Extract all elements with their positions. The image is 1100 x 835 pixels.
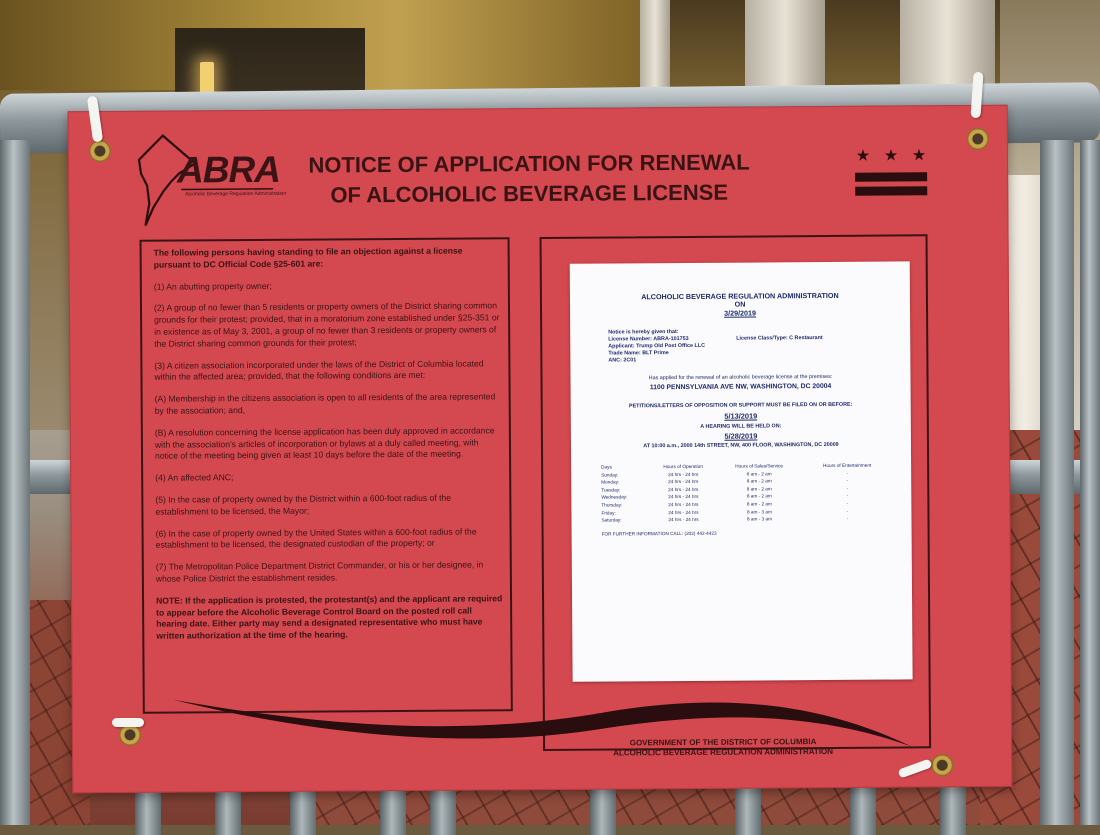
petitions-deadline-label: PETITIONS/LETTERS OF OPPOSITION OR SUPPORT MUST BE FILED ON OR BEFORE: bbox=[628, 401, 853, 410]
standing-item: (A) Membership in the citizens association is open to all residents of the area represented by the association; and, bbox=[154, 391, 496, 416]
agency-on: ON bbox=[734, 299, 746, 309]
anc: ANC: 2C01 bbox=[608, 357, 637, 364]
header-cell: Hours of Sales/Service bbox=[735, 463, 783, 469]
column bbox=[640, 0, 670, 100]
hours-cell-entertainment: - bbox=[846, 485, 849, 491]
hours-cell-operation: 24 hrs - 24 hrs bbox=[668, 501, 699, 508]
dc-flag-icon bbox=[855, 148, 929, 199]
star-icon: ★ bbox=[855, 147, 871, 165]
hours-cell-sales: 8 am - 2 am bbox=[746, 501, 772, 507]
standing-item: (B) A resolution concerning the license application has been duly approved in accordance with the association's articles of incorporation or bylaws at a duly called meeting, with notice of the meeting being given at least 10 days before the date of the meeting. bbox=[154, 425, 495, 462]
header-cell: Hours of Entertainment bbox=[822, 462, 872, 469]
license-notice-sign bbox=[68, 105, 1013, 794]
notice-paper bbox=[570, 261, 913, 681]
standing-item: (4) An affected ANC; bbox=[155, 472, 234, 483]
standing-panel bbox=[140, 237, 513, 714]
hours-cell-entertainment: - bbox=[846, 500, 849, 506]
standing-item: (7) The Metropolitan Police Department District Commander, or his or her designee, in whose Police District the establishment resides. bbox=[155, 559, 484, 584]
flag-bar bbox=[855, 172, 927, 182]
standing-item: (5) In the case of property owned by the District within a 600-foot radius of the establishment to be licensed, the Mayor; bbox=[155, 492, 452, 517]
standing-item: (1) An abutting property owner; bbox=[153, 280, 272, 292]
hours-cell-operation: 24 hrs - 24 hrs bbox=[668, 494, 699, 500]
agency-line: ALCOHOLIC BEVERAGE REGULATION ADMINISTRATION bbox=[641, 290, 839, 302]
footer-line-1: GOVERNMENT OF THE DISTRICT OF COLUMBIA bbox=[629, 737, 817, 748]
header-cell: Hours of Operation bbox=[663, 463, 703, 470]
hearing-date: 5/28/2019 bbox=[724, 431, 758, 441]
hereby-given: Notice is hereby given that: bbox=[608, 329, 679, 336]
hours-cell-entertainment: - bbox=[846, 516, 849, 522]
notice-title bbox=[289, 147, 769, 210]
premises-address: 1100 PENNSYLVANIA AVE NW, WASHINGTON, DC 20004 bbox=[649, 382, 832, 392]
hours-table bbox=[601, 462, 892, 538]
hours-cell-sales: 8 am - 2 am bbox=[746, 470, 772, 477]
hours-cell-day: Sunday: bbox=[601, 472, 619, 478]
fence-post bbox=[0, 140, 30, 825]
hours-cell-day: Monday: bbox=[601, 479, 620, 485]
star-icon: ★ bbox=[911, 147, 927, 165]
government-footer bbox=[553, 737, 893, 759]
star-icon: ★ bbox=[883, 147, 899, 165]
grommet bbox=[119, 724, 141, 746]
standing-item: (2) A group of no fewer than 5 residents or property owners of the District sharing common grounds for their protest; provided, that in a moratorium zone established under §25-351 or in existence as of May 3, 2001, a group of no fewer than 3 residents or property owners of the District sharing common grounds for their protest; bbox=[153, 300, 500, 349]
fence-post bbox=[1040, 140, 1074, 825]
standing-item: (6) In the case of property owned by the United States within a 600-foot radius of the establishment to be licensed, the designated custodian of the property; or bbox=[155, 525, 477, 551]
hours-cell-day: Friday: bbox=[601, 510, 616, 516]
protest-note: NOTE: If the application is protested, the protestant(s) and the applicant are required to appear before the Alcoholic Beverage Control Board on the posted roll call hearing date. Either party may send a designated representative who must have written authorization at the time of the hearing. bbox=[156, 593, 503, 641]
hours-cell-entertainment: - bbox=[846, 493, 849, 499]
hours-cell-day: Tuesday: bbox=[601, 487, 621, 493]
hearing-label: A HEARING WILL BE HELD ON: bbox=[700, 423, 782, 430]
hours-cell-operation: 24 hrs - 24 hrs bbox=[668, 471, 699, 477]
fence-post bbox=[1080, 140, 1100, 825]
hours-cell-sales: 8 am - 2 am bbox=[746, 478, 772, 484]
hours-cell-day: Saturday: bbox=[601, 517, 622, 523]
license-class: License Class/Type: C Restaurant bbox=[736, 335, 823, 342]
posted-date: 3/29/2019 bbox=[724, 308, 757, 318]
hours-cell-sales: 8 am - 3 am bbox=[746, 508, 772, 515]
hearing-location: AT 10:00 a.m., 2000 14th STREET, NW, 400 FLOOR, WASHINGTON, DC 20009 bbox=[643, 441, 839, 450]
hours-cell-operation: 24 hrs - 24 hrs bbox=[668, 486, 699, 492]
abra-logo bbox=[137, 133, 288, 226]
hours-cell-sales: 8 am - 3 am bbox=[746, 516, 773, 522]
title-line-1: NOTICE OF APPLICATION FOR RENEWAL bbox=[308, 149, 750, 178]
standing-lead: The following persons having standing to file an objection against a license pursuant to DC Official Code §25-601 are: bbox=[153, 245, 463, 270]
hours-cell-entertainment: - bbox=[846, 478, 849, 484]
hours-cell-operation: 24 hrs - 24 hrs bbox=[668, 517, 699, 523]
standing-text bbox=[154, 245, 505, 652]
grommet bbox=[89, 140, 111, 162]
applied-for: Has applied for the renewal of an alcoholic beverage license at the premises: bbox=[648, 373, 833, 382]
standing-item: (3) A citizen association incorporated under the laws of the District of Columbia located within the affected area; provided, that the following conditions are met: bbox=[154, 357, 484, 383]
hours-cell-sales: 8 am - 2 am bbox=[746, 486, 772, 492]
zip-tie bbox=[112, 718, 144, 727]
hours-body bbox=[601, 469, 891, 524]
flag-bar bbox=[855, 186, 927, 196]
further-info: FOR FURTHER INFORMATION CALL: (202) 442-4423 bbox=[601, 530, 717, 537]
hours-cell-entertainment: - bbox=[846, 508, 849, 514]
grommet bbox=[967, 128, 989, 150]
logo-subtitle: Alcoholic Beverage Regulation Administration bbox=[185, 190, 287, 198]
hours-cell-entertainment: - bbox=[846, 470, 848, 476]
title-line-2: OF ALCOHOLIC BEVERAGE LICENSE bbox=[330, 179, 729, 208]
hours-cell-day: Thursday: bbox=[601, 502, 623, 508]
grommet bbox=[931, 754, 953, 776]
applicant: Applicant: Trump Old Post Office LLC bbox=[608, 342, 706, 350]
hours-row bbox=[601, 515, 891, 525]
hours-cell-day: Wednesday: bbox=[601, 494, 628, 500]
hours-cell-sales: 8 am - 2 am bbox=[746, 493, 772, 499]
hours-cell-operation: 24 hrs - 24 hrs bbox=[668, 479, 699, 485]
trade-name: Trade Name: BLT Prime bbox=[608, 350, 669, 357]
license-number: License Number: ABRA-101753 bbox=[608, 335, 689, 343]
deadline-date: 5/13/2019 bbox=[724, 411, 758, 421]
hours-cell-operation: 24 hrs - 24 hrs bbox=[668, 509, 699, 515]
header-cell: Days bbox=[601, 464, 612, 470]
logo-wordmark: ABRA bbox=[176, 148, 281, 191]
footer-line-2: ALCOHOLIC BEVERAGE REGULATION ADMINISTRATION bbox=[613, 746, 834, 758]
